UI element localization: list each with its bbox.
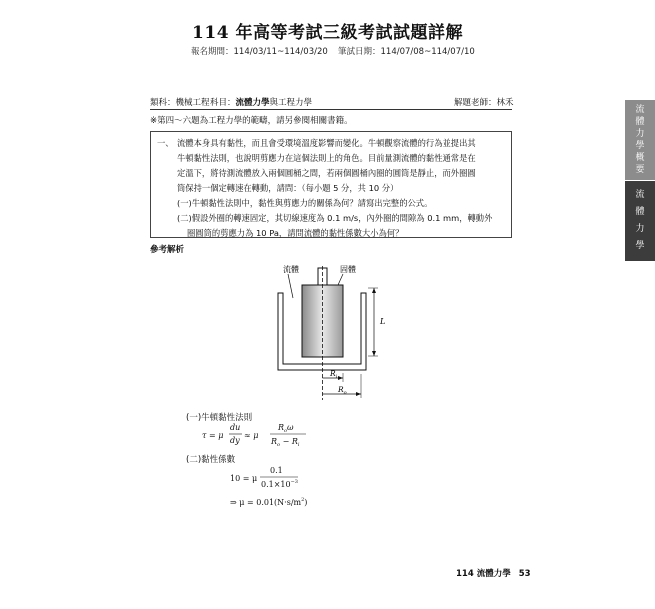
question-line: 流體本身具有黏性，而且會受環境溫度影響而變化。牛頓觀察流體的行為並提出其 bbox=[177, 138, 476, 148]
tab-char: 力 bbox=[635, 129, 645, 139]
page-title: 114 年高等考試三級考試試題詳解 bbox=[192, 23, 463, 43]
side-tab-fluid-mechanics[interactable] bbox=[625, 181, 655, 261]
tab-char: 體 bbox=[635, 207, 645, 217]
eq3: ⇒ $\mu = 0.01(N\cdot s/m^2)$ bbox=[230, 497, 308, 507]
eq1-num: du bbox=[230, 423, 241, 432]
eq2-den: $0.1\times 10^{-3}$ bbox=[261, 479, 298, 489]
solution-part2-label: (二)黏性係數 bbox=[186, 455, 236, 465]
label-Ro: $R_o$ bbox=[338, 385, 347, 396]
page-footer bbox=[456, 567, 531, 579]
label-Ri: $R_i$ bbox=[330, 369, 338, 380]
subject-label: 科目：流體力學與工程力學 bbox=[210, 98, 313, 108]
sub-question-1: (一)牛頓黏性法則中，黏性與剪應力的關係為何？請寫出完整的公式。 bbox=[177, 198, 433, 208]
viscometer-diagram bbox=[270, 258, 390, 403]
question-number: 一、 bbox=[157, 138, 174, 148]
question-box bbox=[150, 131, 512, 238]
eq1-den2: $R_o - R_i$ bbox=[271, 437, 300, 448]
eq2-lhs: 10 = μ bbox=[230, 474, 258, 483]
tab-char: 流 bbox=[635, 190, 645, 200]
reference-label: 參考解析 bbox=[150, 245, 185, 255]
question-line: 筒保持一個定轉速在轉動，請問：（每小題 5 分，共 10 分） bbox=[177, 183, 399, 193]
tab-char: 體 bbox=[635, 117, 645, 127]
exam-date: 筆試日期：114/07/08~114/07/10 bbox=[338, 47, 475, 57]
label-L: L bbox=[380, 317, 386, 326]
tab-char: 學 bbox=[635, 141, 645, 151]
solution-part1-label: (一)牛頓黏性法則 bbox=[186, 413, 253, 423]
equation-viscosity bbox=[228, 463, 338, 513]
page-number: 53 bbox=[518, 569, 531, 579]
tab-char: 概 bbox=[635, 153, 645, 163]
footer-book: 114 流體力學 bbox=[456, 569, 511, 579]
label-fluid: 流體 bbox=[283, 265, 299, 274]
question-line: 定溫下，將待測流體放入兩個圓桶之間，若兩個圓桶內圈的圓筒是靜止，而外圈圓 bbox=[177, 168, 476, 178]
divider bbox=[150, 109, 512, 110]
category-label: 類科：機械工程 bbox=[150, 98, 210, 108]
eq1-lhs: τ = μ bbox=[202, 431, 224, 440]
eq1-den: dy bbox=[230, 436, 240, 445]
question-line: 牛頓黏性法則，也說明剪應力在這個法則上的角色。目前量測流體的黏性通常是在 bbox=[177, 153, 476, 163]
scope-note: ※第四～六題為工程力學的範疇，請另參閱相關書籍。 bbox=[150, 116, 353, 126]
sub-question-2: (二)假設外圈的轉速固定，其切線速度為 0.1 m/s，內外圈的間隙為 0.1 mm，轉動外 bbox=[177, 213, 493, 223]
label-solid: 固體 bbox=[340, 265, 356, 274]
eq1-mid: ≈ μ bbox=[244, 431, 259, 440]
side-tab-overview[interactable] bbox=[625, 100, 655, 180]
eq1-num2: $R_o\omega$ bbox=[278, 423, 294, 434]
eq2-num: 0.1 bbox=[270, 466, 283, 475]
tab-char: 要 bbox=[635, 165, 645, 175]
tab-char: 流 bbox=[635, 105, 645, 115]
teacher-label: 解題老師：林禾 bbox=[454, 98, 514, 108]
tab-char: 學 bbox=[635, 241, 645, 251]
equation-newton-law bbox=[200, 420, 330, 450]
registration-period: 報名期間：114/03/11~114/03/20 bbox=[191, 47, 328, 57]
sub-question-2-cont: 圈圓筒的剪應力為 10 Pa，請問流體的黏性係數大小為何？ bbox=[187, 228, 404, 238]
tab-char: 力 bbox=[635, 224, 645, 234]
